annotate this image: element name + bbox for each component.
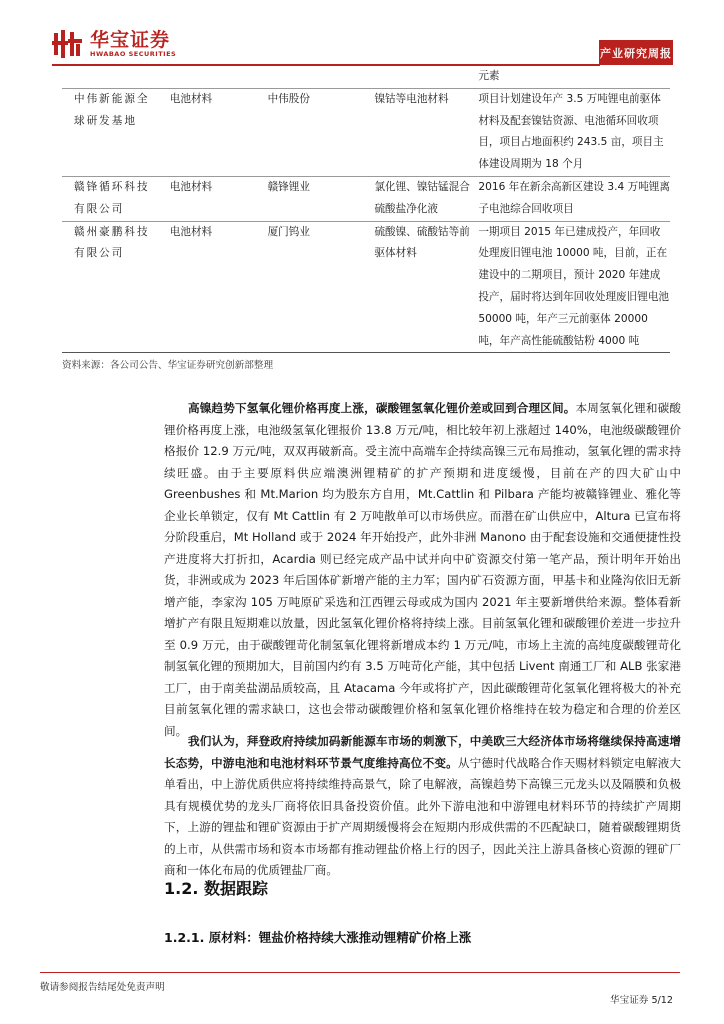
logo-chinese-name: 华宝证券 <box>90 29 171 51</box>
footer-divider <box>40 972 680 973</box>
table-cell-notes: 元素 <box>478 70 500 82</box>
paragraph-2-lead: 我们认为，拜登政府持续加码新能源车市场的刺激下，中美欧三大经济体市场将继续保持高速增长态势，中游电池和电池材料环节景气度维持高位不变。 <box>164 734 681 770</box>
table-cell-notes: 项目计划建设年产 3.5 万吨锂电前驱体材料及配套镍钴资源、电池循环回收项目，项目占地面积约 243.5 亩，项目主体建设周期为 18 个月 <box>478 92 664 171</box>
table-source-note: 资料来源：各公司公告、华宝证券研究创新部整理 <box>62 360 274 371</box>
table-cell-products: 镍钴等电池材料 <box>374 92 449 105</box>
table-cell-products: 硫酸镍、硫酸钴等前驱体材料 <box>374 225 470 260</box>
table-cell-sector: 电池材料 <box>169 92 213 105</box>
table-cell-company: 赣州豪鹏科技有限公司 <box>74 225 150 260</box>
paragraph-2-text: 从宁德时代战略合作天赐材料锁定电解液大单看出，中上游优质供应将持续维持高景气，除了电解液，高镍趋势下高镍三元龙头以及隔膜和负极具有规模优势的龙头厂商将依旧具备投资价值。此外下游电池和中游锂电材料环节的持续扩产周期下，上游的锂盐和锂矿资源由于扩产周期缓慢将会在短期内形成供需的不匹配缺口，随着碳酸锂期货的上市，从供需市场和资本市场都有推动锂盐价格上行的因子，因此关注上游具备核心资源的锂矿厂商和一体化布局的优质锂盐厂商。 <box>164 755 681 877</box>
logo-mark-icon <box>52 30 84 58</box>
table-cell-notes: 2016 年在新余高新区建设 3.4 万吨锂离子电池综合回收项目 <box>478 180 670 215</box>
table-cell-sector: 电池材料 <box>169 225 213 238</box>
table-cell-products: 氯化锂、镍钴锰混合硫酸盐净化液 <box>374 180 470 215</box>
table-cell-company: 中伟新能源全球研发基地 <box>74 92 150 127</box>
table-row <box>62 176 670 221</box>
body-paragraph-1 <box>164 398 681 742</box>
body-paragraph-2 <box>164 731 681 882</box>
paragraph-1-text: 本周氢氧化锂和碳酸锂价格再度上涨，电池级氢氧化锂报价 13.8 万元/吨，相比较年初上涨超过 140%，电池级碳酸锂价格报价 12.9 万元/吨，双双再破新高。受主流中高端车企持续高镍三元布局推动，氢氧化锂的需求持续旺盛。由于主要原料供应端澳洲锂精矿的扩产预期和进度缓慢，目前在产的四大矿山中 Greenbushes 和 Mt.Marion 均为股东方自用，Mt.Cattlin 和 Pilbara 产能均被赣锋锂业、雅化等企业长单锁定，仅有 Mt Cattlin 有 2 万吨散单可以市场供应。而潜在矿山供应中，Altura 已宣布将分阶段重启，Mt Holland 或于 2024 年开始投产，此外非洲 Manono 由于配套设施和交通便捷性投产进度将大打折扣，Acardia 则已经完成产品中试并向中矿资源交付第一笔产品，预计明年开始出货，非洲或成为 2023 年后国体矿新增产能的主力军；国内矿石资源方面，甲基卡和业隆沟依旧无新增产能，李家沟 105 万吨原矿采选和江西锂云母或成为国内 2021 年主要新增供给来源。整体看新增扩产有限且短期难以放量，因此氢氧化锂价格将持续上涨。目前氢氧化锂和碳酸锂价差进一步拉升至 0.9 万元，由于碳酸锂苛化制氢氧化锂将新增成本约 1 万元/吨，市场上主流的高纯度碳酸锂苛化制氢氧化锂的预期加大，目前国内约有 3.5 万吨苛化产能，其中包括 Livent 南通工厂和 ALB 张家港工厂，由于南美盐湖品质较高，且 Atacama 今年或将扩产，因此碳酸锂苛化氢氧化锂将极大的补充目前氢氧化锂的需求缺口，这也会带动碳酸锂价格和氢氧化锂价格维持在较为稳定和合理的价差区间。 <box>164 401 681 738</box>
table-cell-parent: 厦门钨业 <box>267 225 310 238</box>
table-cell-parent: 赣锋锂业 <box>267 180 310 193</box>
table-row-fragment <box>62 66 670 88</box>
report-type-badge: 产业研究周报 <box>599 40 673 65</box>
table-cell-company: 赣锋循环科技有限公司 <box>74 180 150 215</box>
page-header <box>0 0 724 62</box>
table-cell-notes: 一期项目 2015 年已建成投产，年回收处理废旧锂电池 10000 吨，目前，正在建设中的二期项目，预计 2020 年建成投产，届时将达到年回收处理废旧锂电池 50000 吨，年产三元前驱体 20000 吨，年产高性能硫酸钴粉 4000 吨 <box>478 225 670 347</box>
table-cell-sector: 电池材料 <box>169 180 213 193</box>
table-row <box>62 88 670 176</box>
company-logo <box>52 30 176 64</box>
table-cell-parent: 中伟股份 <box>267 92 310 105</box>
logo-english-name: HWABAO SECURITIES <box>90 50 177 58</box>
section-heading: 1.2. 数据跟踪 <box>164 879 268 898</box>
footer-disclaimer: 敬请参阅报告结尾处免责声明 <box>40 982 165 993</box>
table-row <box>62 221 670 353</box>
subsection-heading: 1.2.1. 原材料：锂盐价格持续大涨推动锂精矿价格上涨 <box>164 930 472 945</box>
company-table <box>62 66 670 353</box>
paragraph-1-lead: 高镍趋势下氢氧化锂价格再度上涨，碳酸锂氢氧化锂价差或回到合理区间。 <box>188 401 576 415</box>
page-number: 华宝证券 5/12 <box>610 995 673 1006</box>
